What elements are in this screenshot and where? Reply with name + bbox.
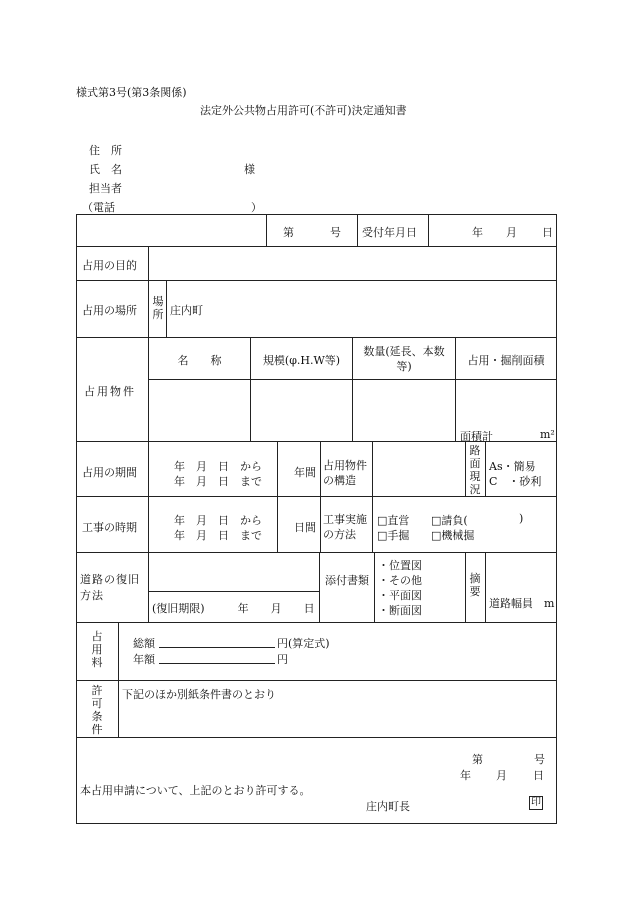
seal-mark: 印 [531, 797, 541, 808]
objects-col-qty: 数量(延長、本数等) [363, 345, 445, 373]
location-label: 占用の場所 [82, 304, 137, 317]
road-width: 道路幅員 m [489, 597, 555, 610]
restore-deadline: (復旧期限) 年 月 日 [152, 602, 315, 615]
form-number: 様式第3号(第3条関係) [76, 86, 187, 99]
attach-item-4: ・断面図 [378, 604, 422, 617]
staff-label: 担当者 [89, 182, 122, 195]
name-label: 氏 名 [89, 163, 122, 176]
location-place-value: 庄内町 [170, 304, 203, 317]
objects-col-area: 占用・掘削面積 [467, 354, 545, 367]
road-status-opt1: As・簡易 [489, 460, 536, 473]
works-method-label: 工事実施の方法 [323, 513, 367, 541]
conditions-text: 下記のほか別紙条件書のとおり [122, 688, 276, 701]
attach-item-1: ・位置図 [378, 559, 422, 572]
footer-month: 月 [496, 769, 507, 782]
works-opt-machine[interactable]: □機械掘 [431, 529, 475, 542]
works-opt-direct[interactable]: □直営 [377, 514, 410, 527]
received-month: 月 [506, 226, 517, 239]
area-total-unit: m² [540, 428, 555, 441]
fee-annual-label: 年額 [133, 653, 155, 666]
fee-total-label: 総額 [133, 637, 155, 650]
works-from: 年 月 日 から [174, 514, 262, 527]
footer-year: 年 [460, 769, 471, 782]
location-place-label: 場所 [152, 295, 164, 321]
restore-label: 道路の復旧方法 [80, 573, 140, 602]
honorific: 様 [244, 163, 255, 176]
number-dai: 第 [283, 226, 294, 239]
period-years: 年間 [294, 466, 316, 479]
tel-close: ） [251, 201, 262, 214]
purpose-field[interactable] [150, 248, 554, 278]
objects-col-scale: 規模(φ.H.W等) [262, 354, 341, 367]
approval-statement: 本占用申請について、上記のとおり許可する。 [80, 784, 311, 797]
period-to: 年 月 日 まで [174, 475, 262, 488]
objects-col-name: 名 称 [177, 354, 222, 367]
works-label: 工事の時期 [82, 521, 137, 534]
period-from: 年 月 日 から [174, 460, 262, 473]
received-label: 受付年月日 [362, 226, 417, 239]
structure-label: 占用物件の構造 [323, 459, 367, 487]
attach-item-3: ・平面図 [378, 589, 422, 602]
footer-dai: 第 [472, 753, 483, 766]
received-day: 日 [542, 226, 553, 239]
conditions-label: 許可条件 [91, 684, 103, 736]
form-title: 法定外公共物占用許可(不許可)決定通知書 [200, 104, 407, 117]
issuer-name: 庄内町長 [366, 800, 410, 813]
fee-total-unit: 円(算定式) [277, 637, 330, 650]
number-go: 号 [330, 226, 341, 239]
fee-total-line[interactable] [159, 636, 275, 648]
tel-label: （電話 [82, 201, 115, 214]
purpose-label: 占用の目的 [82, 259, 137, 272]
fee-annual-line[interactable] [159, 652, 275, 664]
footer-day: 日 [533, 769, 544, 782]
footer-go: 号 [534, 753, 545, 766]
area-total-label: 面積計 [460, 430, 493, 443]
works-opt-contract[interactable]: □請負( [431, 514, 468, 527]
road-status-label: 路面現況 [469, 444, 481, 496]
summary-label: 摘要 [469, 572, 481, 598]
works-to: 年 月 日 まで [174, 529, 262, 542]
works-opt-contract-close: ) [519, 512, 524, 525]
works-opt-manual[interactable]: □手掘 [377, 529, 410, 542]
period-label: 占用の期間 [82, 466, 137, 479]
fee-label: 占用料 [91, 630, 103, 669]
attach-item-2: ・その他 [378, 574, 422, 587]
road-status-opt2: C ・砂利 [489, 475, 542, 488]
works-days: 日間 [294, 521, 316, 534]
address-label: 住 所 [89, 144, 122, 157]
attach-label: 添付書類 [325, 574, 369, 587]
fee-annual-unit: 円 [277, 653, 288, 666]
received-year: 年 [472, 226, 483, 239]
objects-label: 占用物件 [84, 385, 136, 398]
